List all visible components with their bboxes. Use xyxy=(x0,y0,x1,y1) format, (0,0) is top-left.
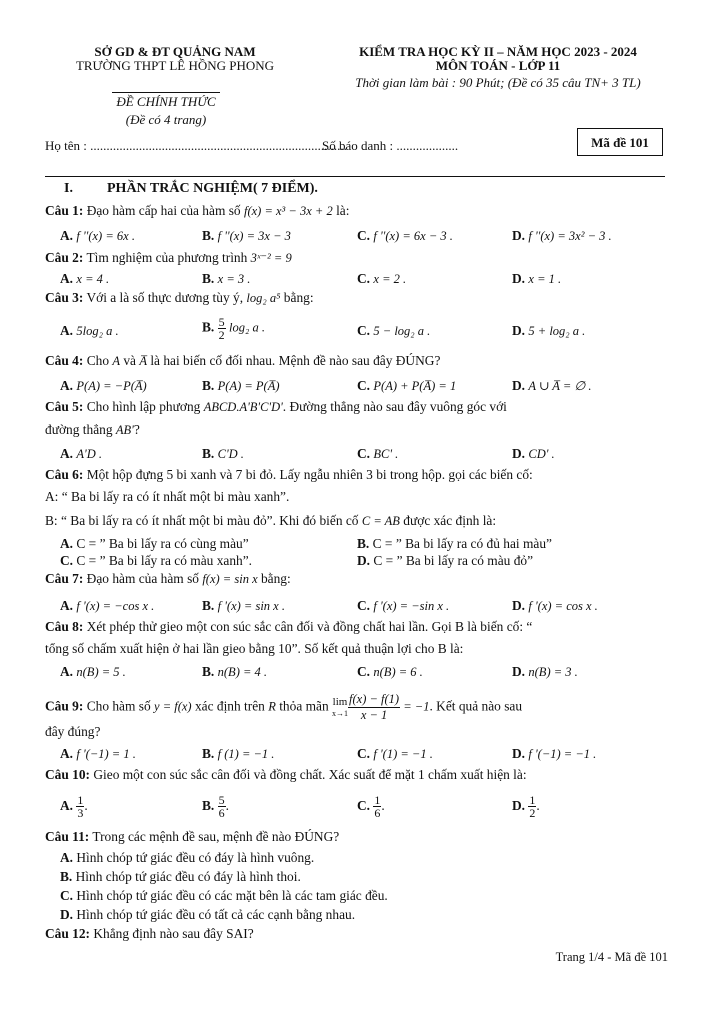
q11-option-b: B. Hình chóp tứ giác đều có đáy là hình thoi. xyxy=(60,869,301,884)
q7-option-c: C. f '(x) = −sin x . xyxy=(357,598,450,613)
q9-option-d: D. f '(−1) = −1 . xyxy=(512,746,597,761)
q2-option-a: A. x = 4 . xyxy=(60,271,110,286)
pages-note: (Đề có 4 trang) xyxy=(125,112,207,127)
time-note: Thời gian làm bài : 90 Phút; (Đề có 35 câu TN+ 3 TL) xyxy=(355,75,641,90)
q3-option-c: C. 5 − log₂ a . xyxy=(357,323,431,338)
section-title: PHẦN TRẮC NGHIỆM( 7 ĐIỂM). xyxy=(107,181,318,196)
sbd-field: Số báo danh : ................... xyxy=(322,138,459,153)
q7-option-d: D. f '(x) = cos x . xyxy=(512,598,598,613)
q4-option-d: D. A ∪ A̅ = ∅ . xyxy=(512,378,592,393)
limit-fraction: $\frac{f(x) - f(1)}{x - 1}$ xyxy=(349,692,400,722)
q4-option-b: B. P(A) = P(A̅) xyxy=(202,378,280,393)
subject: MÔN TOÁN - LỚP 11 xyxy=(435,58,561,73)
q8-option-a: A. n(B) = 5 . xyxy=(60,664,126,679)
name-field: Họ tên : ............................................................................... xyxy=(45,138,347,153)
q6-option-c: C. C = ” Ba bi lấy ra có màu xanh”. xyxy=(60,553,253,568)
q4-option-c: C. P(A) + P(A̅) = 1 xyxy=(357,378,457,393)
question-6: Câu 6: Một hộp đựng 5 bi xanh và 7 bi đỏ. Lấy ngẫu nhiên 3 bi trong hộp. gọi các biến cố: xyxy=(45,467,533,482)
question-1: Câu 1: Đạo hàm cấp hai của hàm số f(x) = x³ − 3x + 2 là: xyxy=(45,203,350,218)
q5-option-a: A. A'D . xyxy=(60,446,102,461)
question-10: Câu 10: Gieo một con súc sắc cân đối và đồng chất. Xác suất để mặt 1 chấm xuất hiện là: xyxy=(45,767,527,782)
question-6-line2: A: “ Ba bi lấy ra có ít nhất một bi màu xanh”. xyxy=(45,489,290,504)
school-name: TRƯỜNG THPT LÊ HỒNG PHONG xyxy=(75,58,275,73)
official-label: ĐỀ CHÍNH THỨC xyxy=(116,94,216,109)
dept-name: SỞ GD & ĐT QUẢNG NAM xyxy=(94,44,256,59)
q11-option-a: A. Hình chóp tứ giác đều có đáy là hình vuông. xyxy=(60,850,315,865)
q3-option-b: B. $\frac{5}{2}$ log₂ a . xyxy=(202,315,265,342)
fraction: $\frac{5}{2}$ xyxy=(218,315,225,342)
q5-option-b: B. C'D . xyxy=(202,446,244,461)
q7-option-a: A. f '(x) = −cos x . xyxy=(60,598,155,613)
q5-option-c: C. BC' . xyxy=(357,446,399,461)
q1-option-b: B. f ''(x) = 3x − 3 xyxy=(202,228,291,243)
exam-code-box: Mã đề 101 xyxy=(577,128,663,156)
q11-option-d: D. Hình chóp tứ giác đều có tất cả các cạnh bằng nhau. xyxy=(60,907,356,922)
official-overline xyxy=(112,92,220,93)
q6-option-b: B. C = ” Ba bi lấy ra có đủ hai màu” xyxy=(357,536,552,551)
q5-option-d: D. CD' . xyxy=(512,446,555,461)
q2-option-c: C. x = 2 . xyxy=(357,271,407,286)
question-3: Câu 3: Với a là số thực dương tùy ý, log₂ a⁵ bằng: xyxy=(45,290,314,305)
question-11: Câu 11: Trong các mệnh đề sau, mệnh đề nào ĐÚNG? xyxy=(45,829,340,844)
question-6-line3: B: “ Ba bi lấy ra có ít nhất một bi màu đỏ”. Khi đó biến cố C = AB được xác định là: xyxy=(45,513,497,528)
q6-option-a: A. C = ” Ba bi lấy ra có cùng màu” xyxy=(60,536,249,551)
question-5-line2: đường thẳng AB'? xyxy=(45,422,140,437)
q4-option-a: A. P(A) = −P(A̅) xyxy=(60,378,147,393)
question-9-line2: đây đúng? xyxy=(45,724,101,739)
q6-option-d: D. C = ” Ba bi lấy ra có màu đỏ” xyxy=(357,553,534,568)
question-7: Câu 7: Đạo hàm của hàm số f(x) = sin x bằng: xyxy=(45,571,291,586)
q1-option-a: A. f ''(x) = 6x . xyxy=(60,228,135,243)
q10-option-a: A. $\frac{1}{3}$ . xyxy=(60,793,88,821)
page-footer: Trang 1/4 - Mã đề 101 xyxy=(555,950,668,964)
q3-option-d: D. 5 + log₂ a . xyxy=(512,323,586,338)
limit-expression: lim x→1 xyxy=(332,695,349,718)
question-9: Câu 9: Cho hàm số y = f(x) xác định trên R thỏa mãn lim x→1 $\frac{f(x) - f(1)}{x - 1}$ = −1. Kết quả nào sau xyxy=(45,692,523,722)
q8-option-c: C. n(B) = 6 . xyxy=(357,664,423,679)
exam-title: KIỂM TRA HỌC KỲ II – NĂM HỌC 2023 - 2024 xyxy=(359,44,637,59)
q2-option-d: D. x = 1 . xyxy=(512,271,562,286)
question-2: Câu 2: Tìm nghiệm của phương trình 3ˣ⁻² = 9 xyxy=(45,250,292,265)
q10-option-d: D. $\frac{1}{2}$ . xyxy=(512,793,540,821)
q9-option-c: C. f '(1) = −1 . xyxy=(357,746,433,761)
q1-option-c: C. f ''(x) = 6x − 3 . xyxy=(357,228,453,243)
q8-option-b: B. n(B) = 4 . xyxy=(202,664,268,679)
q3-option-a: A. 5log₂ a . xyxy=(60,323,119,338)
question-8-line2: tổng số chấm xuất hiện ở hai lần gieo bằng 10”. Số kết quả thuận lợi cho B là: xyxy=(45,641,464,656)
q9-option-b: B. f (1) = −1 . xyxy=(202,746,275,761)
question-4: Câu 4: Cho A và A̅ là hai biến cố đối nhau. Mệnh đề nào sau đây ĐÚNG? xyxy=(45,353,441,368)
q7-option-b: B. f '(x) = sin x . xyxy=(202,598,285,613)
q2-option-b: B. x = 3 . xyxy=(202,271,251,286)
q10-option-b: B. $\frac{5}{6}$ . xyxy=(202,793,229,821)
question-5: Câu 5: Cho hình lập phương ABCD.A'B'C'D'. Đường thẳng nào sau đây vuông góc với xyxy=(45,399,507,414)
q10-option-c: C. $\frac{1}{6}$ . xyxy=(357,793,385,821)
q8-option-d: D. n(B) = 3 . xyxy=(512,664,578,679)
header-divider xyxy=(45,176,665,177)
q1-option-d: D. f ''(x) = 3x² − 3 . xyxy=(512,228,612,243)
q11-option-c: C. Hình chóp tứ giác đều có các mặt bên là các tam giác đều. xyxy=(60,888,388,903)
q9-option-a: A. f '(−1) = 1 . xyxy=(60,746,136,761)
section-number: I. xyxy=(64,181,73,196)
question-12: Câu 12: Khẳng định nào sau đây SAI? xyxy=(45,926,254,941)
question-8: Câu 8: Xét phép thử gieo một con súc sắc cân đối và đồng chất hai lần. Gọi B là biến cố: “ xyxy=(45,619,533,634)
